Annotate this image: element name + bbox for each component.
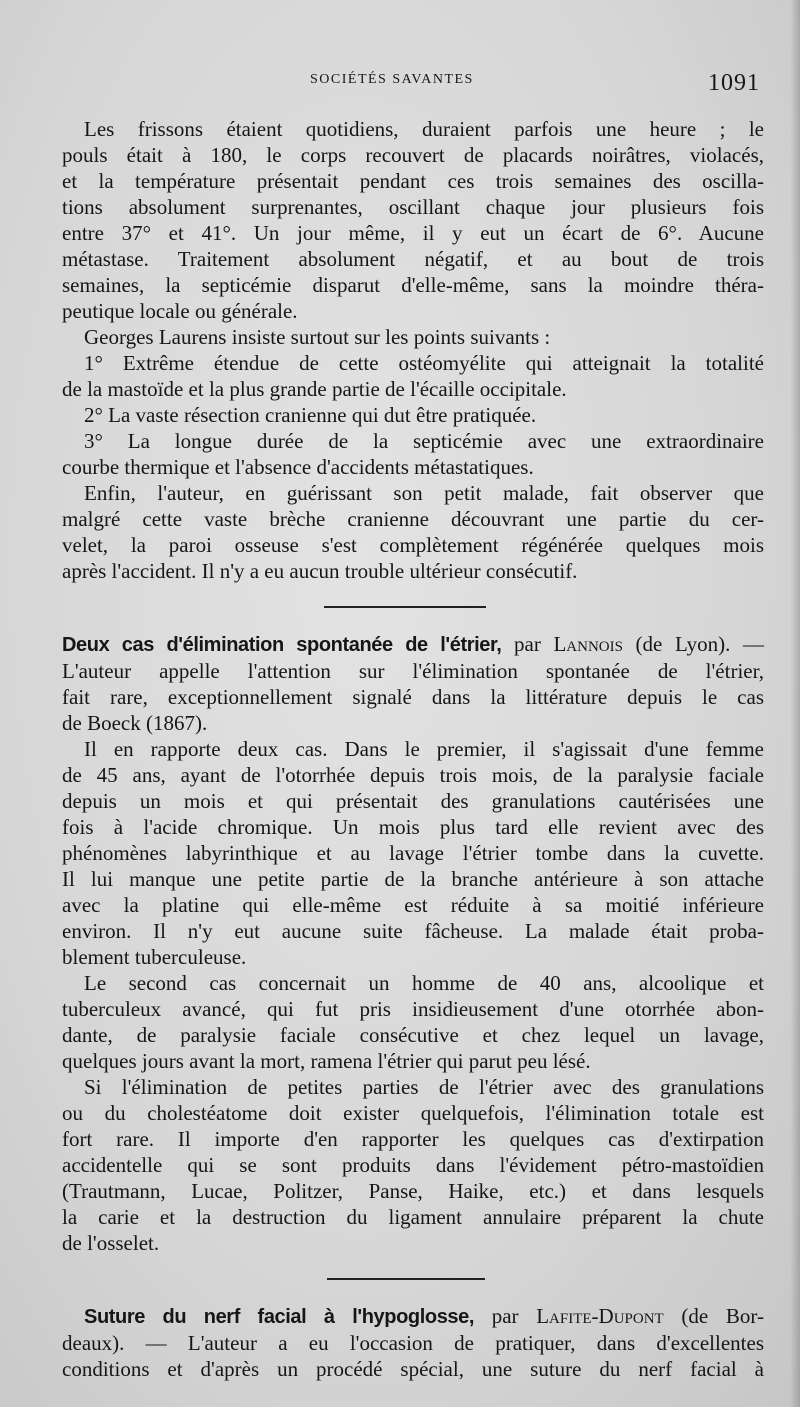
text-line: accidentelle qui se sont produits dans l'évidement pétro-mastoïdien	[62, 1153, 764, 1177]
text-line: fait rare, exceptionnellement signalé dans la littérature depuis le cas	[62, 685, 764, 709]
section-title: Suture du nerf facial à l'hypoglosse,	[84, 1306, 475, 1328]
text-line: Enfin, l'auteur, en guérissant son petit malade, fait observer que	[84, 481, 764, 505]
text-line: dante, de paralysie faciale consécutive et chez lequel un lavage,	[62, 1023, 764, 1047]
text-line: depuis un mois et qui présentait des granulations cautérisées une	[62, 789, 764, 813]
text-line: Georges Laurens insiste surtout sur les points suivants :	[84, 325, 551, 349]
text-line: métastase. Traitement absolument négatif, et au bout de trois	[62, 247, 764, 271]
text-line: velet, la paroi osseuse s'est complètement régénérée quelques mois	[62, 533, 764, 557]
text-line: Si l'élimination de petites parties de l'étrier avec des granulations	[84, 1075, 764, 1099]
text-line: Il lui manque une petite partie de la branche antérieure à son attache	[62, 867, 764, 891]
page-number: 1091	[708, 70, 760, 96]
text-line: Le second cas concernait un homme de 40 ans, alcoolique et	[84, 971, 764, 995]
text-line: avec la platine qui elle-même est réduite à sa moitié inférieure	[62, 893, 764, 917]
text-line: de l'osselet.	[62, 1231, 160, 1255]
text-line: et la température présentait pendant ces trois semaines des oscilla-	[62, 169, 764, 193]
list-item-2: 2° La vaste résection cranienne qui dut être pratiquée.	[84, 403, 537, 427]
section-title: Deux cas d'élimination spontanée de l'étrier,	[62, 634, 502, 656]
text-line: la carie et la destruction du ligament annulaire préparent la chute	[62, 1205, 764, 1229]
section-heading	[62, 1303, 764, 1330]
text-line: de Boeck (1867).	[62, 711, 208, 735]
page-edge-shadow	[790, 0, 800, 1407]
heading-affiliation: (de Bor-	[663, 1304, 764, 1328]
list-item-1: 1° Extrême étendue de cette ostéomyélite qui atteignait la totalité	[84, 351, 764, 375]
text-line: après l'accident. Il n'y a eu aucun trouble ultérieur consécutif.	[62, 559, 578, 583]
section-author: Lafite-Dupont	[536, 1304, 664, 1328]
heading-by: par	[474, 1304, 537, 1328]
text-line: entre 37° et 41°. Un jour même, il y eut un écart de 6°. Aucune	[62, 221, 764, 245]
section-author: Lannois	[553, 632, 623, 656]
running-title: SOCIÉTÉS SAVANTES	[310, 72, 474, 87]
text-line: ou du cholestéatome doit exister quelquefois, l'élimination totale est	[62, 1101, 764, 1125]
text-line: L'auteur appelle l'attention sur l'élimination spontanée de l'étrier,	[62, 659, 764, 683]
text-line: blement tuberculeuse.	[62, 945, 247, 969]
text-line: malgré cette vaste brèche cranienne découvrant une partie du cer-	[62, 507, 764, 531]
text-line: quelques jours avant la mort, ramena l'étrier qui parut peu lésé.	[62, 1049, 591, 1073]
text-line: environ. Il n'y eut aucune suite fâcheuse. La malade était proba-	[62, 919, 764, 943]
section-divider	[327, 1278, 485, 1280]
text-line: tions absolument surprenantes, oscillant chaque jour plusieurs fois	[62, 195, 764, 219]
text-line: peutique locale ou générale.	[62, 299, 298, 323]
text-line: Il en rapporte deux cas. Dans le premier, il s'agissait d'une femme	[84, 737, 764, 761]
heading-by: par	[501, 632, 554, 656]
text-line: Les frissons étaient quotidiens, duraient parfois une heure ; le	[84, 117, 764, 141]
list-item-3: 3° La longue durée de la septicémie avec une extraordinaire	[84, 429, 764, 453]
text-line: fort rare. Il importe d'en rapporter les quelques cas d'extirpation	[62, 1127, 764, 1151]
heading-affiliation: (de Lyon). —	[622, 632, 764, 656]
text-line: phénomènes labyrinthique et au lavage l'étrier tombe dans la cuvette.	[62, 841, 764, 865]
section-divider	[324, 606, 486, 608]
text-line: (Trautmann, Lucae, Politzer, Panse, Haike, etc.) et dans lesquels	[62, 1179, 764, 1203]
text-line: semaines, la septicémie disparut d'elle-même, sans la moindre théra-	[62, 273, 764, 297]
text-line: de 45 ans, ayant de l'otorrhée depuis trois mois, de la paralysie faciale	[62, 763, 764, 787]
text-line: tuberculeux avancé, qui fut pris insidieusement d'une otorrhée abon-	[62, 997, 764, 1021]
text-line: deaux). — L'auteur a eu l'occasion de pratiquer, dans d'excellentes	[62, 1331, 764, 1355]
text-line: conditions et d'après un procédé spécial, une suture du nerf facial à	[62, 1357, 764, 1381]
section-heading	[62, 631, 764, 658]
text-line: de la mastoïde et la plus grande partie de l'écaille occipitale.	[62, 377, 567, 401]
body-text	[62, 116, 764, 1382]
text-line: fois à l'acide chromique. Un mois plus tard elle revient avec des	[62, 815, 764, 839]
text-line: pouls était à 180, le corps recouvert de placards noirâtres, violacés,	[62, 143, 764, 167]
text-line: courbe thermique et l'absence d'accidents métastatiques.	[62, 455, 534, 479]
